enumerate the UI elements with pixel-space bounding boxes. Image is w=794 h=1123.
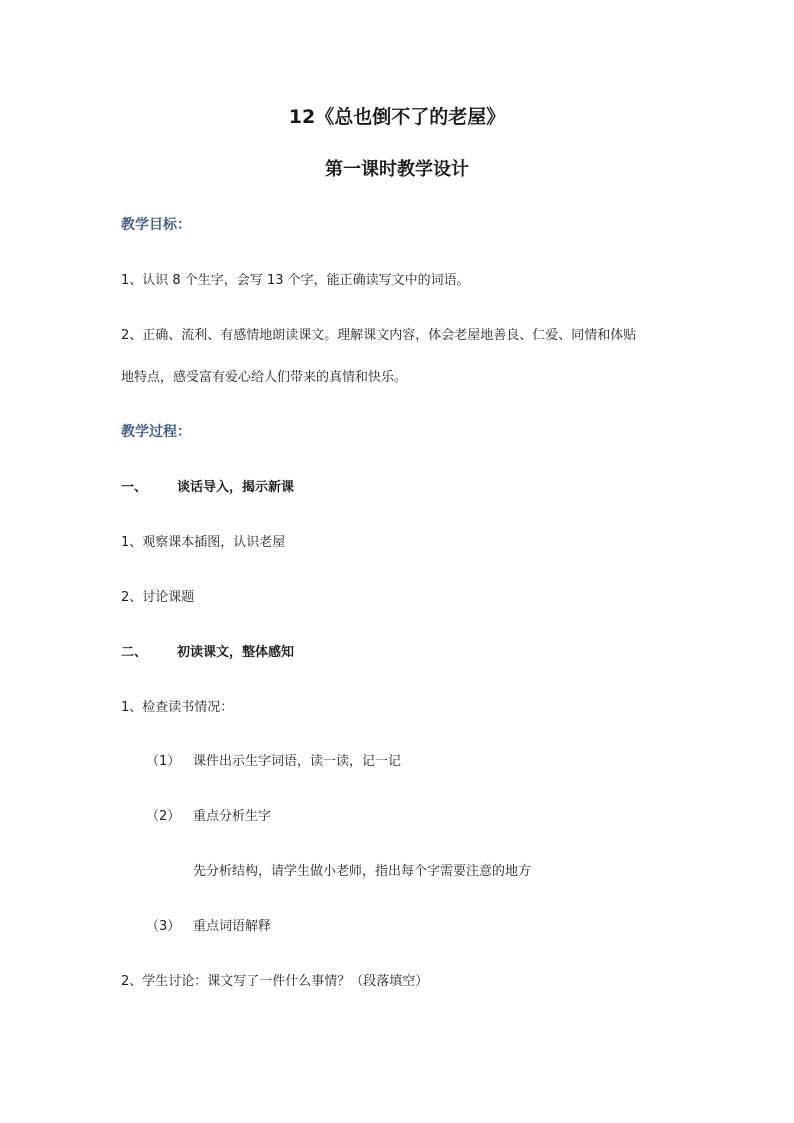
sub-item-2-detail: 先分析结构，请学生做小老师，指出每个字需要注意的地方	[193, 864, 532, 879]
part-1-title: 谈话导入，揭示新课	[177, 480, 295, 495]
part-1-number: 一、	[121, 480, 148, 495]
document-subtitle: 第一课时教学设计	[325, 159, 469, 180]
sub-item-1-number: （1）	[146, 754, 181, 769]
sub-item-3	[146, 918, 271, 936]
part-2-item-1: 1、检查读书情况：	[121, 700, 234, 715]
sub-item-3-number: （3）	[146, 919, 181, 934]
sub-item-1	[146, 753, 401, 771]
part-2-title: 初读课文，整体感知	[177, 645, 295, 660]
part-1-heading	[121, 479, 294, 497]
sub-item-2	[146, 808, 271, 826]
part-2-number: 二、	[121, 645, 148, 660]
goal-item-2-line-1: 2、正确、流利、有感情地朗读课文。理解课文内容，体会老屋地善良、仁爱、同情和体贴	[121, 328, 637, 343]
sub-item-2-number: （2）	[146, 809, 181, 824]
part-2-item-2: 2、学生讨论：课文写了一件什么事情？（段落填空）	[121, 974, 429, 989]
goal-item-1: 1、认识 8 个生字，会写 13 个字，能正确读写文中的词语。	[121, 273, 470, 288]
sub-item-1-text: 课件出示生字词语，读一读，记一记	[193, 754, 402, 769]
part-2-heading	[121, 644, 294, 662]
document-title: 12《总也倒不了的老屋》	[288, 106, 506, 128]
goals-heading: 教学目标：	[121, 217, 191, 233]
part-1-item-1: 1、观察课本插图，认识老屋	[121, 535, 286, 550]
sub-item-2-text: 重点分析生字	[193, 809, 272, 824]
part-1-item-2: 2、讨论课题	[121, 590, 195, 605]
process-heading: 教学过程：	[121, 424, 191, 440]
sub-item-3-text: 重点词语解释	[193, 919, 272, 934]
goal-item-2-line-2: 地特点，感受富有爱心给人们带来的真情和快乐。	[121, 370, 408, 385]
